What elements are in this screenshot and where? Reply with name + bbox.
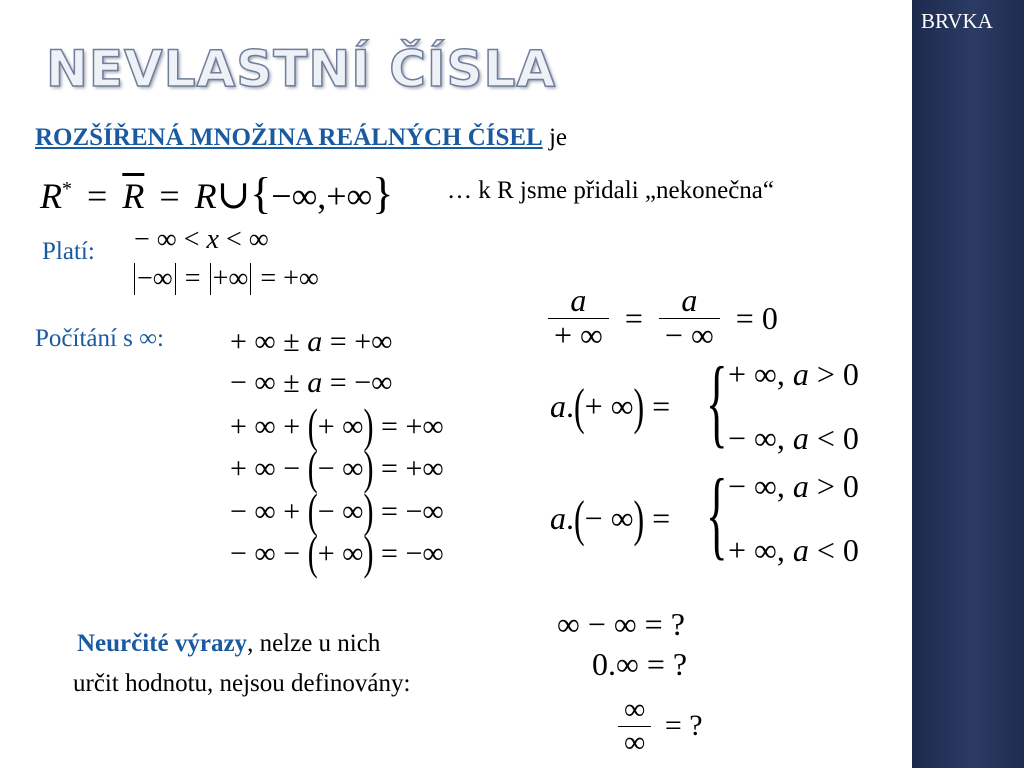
- fraction-equation: $\frac{a}{+ \infty}$ = $\frac{a}{- \infty}$ = 0: [548, 284, 786, 352]
- case1-lhs: a.(+ ∞) =: [550, 376, 671, 435]
- rule-row-6: − ∞ − (+ ∞) = −∞: [230, 526, 444, 580]
- brand-label: BRVKA: [921, 9, 993, 33]
- extended-set-formula: $R^* = \overline{R}$ = R∪{−∞,+∞}: [40, 169, 394, 218]
- case2-lhs: a.(− ∞) =: [550, 488, 671, 547]
- sidebar-panel: [912, 0, 1024, 768]
- page-title: NEVLASTNÍ ČÍSLA: [46, 40, 557, 98]
- case2-top: − ∞, a > 0: [728, 468, 859, 504]
- indeterminate-expr-1: ∞ − ∞ = ?: [557, 606, 685, 642]
- rule-row-5: − ∞ + (− ∞) = −∞: [230, 484, 444, 538]
- rule-row-1: + ∞ ± a = +∞: [230, 325, 393, 358]
- neurcite-line1: [77, 630, 380, 658]
- definition-note: … k R jsme přidali „nekonečna“: [447, 177, 774, 204]
- definition-link[interactable]: ROZŠÍŘENÁ MNOŽINA REÁLNÝCH ČÍSEL: [35, 124, 543, 151]
- neurcite-line2: určit hodnotu, nejsou definovány:: [73, 670, 411, 697]
- case2-brace: {: [706, 458, 728, 569]
- case1-brace: {: [706, 346, 728, 457]
- neurcite-bold: Neurčité výrazy: [77, 630, 248, 657]
- case1-bottom: − ∞, a < 0: [728, 420, 859, 456]
- plati-line1: − ∞ < x < ∞: [134, 224, 269, 255]
- rule-row-2: − ∞ ± a = −∞: [230, 366, 393, 399]
- rule-row-4: + ∞ − (− ∞) = +∞: [230, 441, 444, 495]
- plati-line2: −∞ = +∞ = +∞: [132, 263, 319, 295]
- indeterminate-expr-2: 0.∞ = ?: [592, 646, 688, 682]
- rule-row-3: + ∞ + (+ ∞) = +∞: [230, 399, 444, 453]
- indeterminate-expr-3: $\frac{\infty}{\infty}$ = ?: [618, 694, 703, 758]
- pocitani-label: Počítání s ∞:: [35, 325, 164, 352]
- case2-bottom: + ∞, a < 0: [728, 532, 859, 568]
- case1-top: + ∞, a > 0: [728, 356, 859, 392]
- definition-suffix: je: [548, 124, 568, 151]
- plati-label: Platí:: [42, 238, 95, 265]
- definition-line: [35, 124, 567, 152]
- neurcite-rest: , nelze u nich: [247, 630, 381, 657]
